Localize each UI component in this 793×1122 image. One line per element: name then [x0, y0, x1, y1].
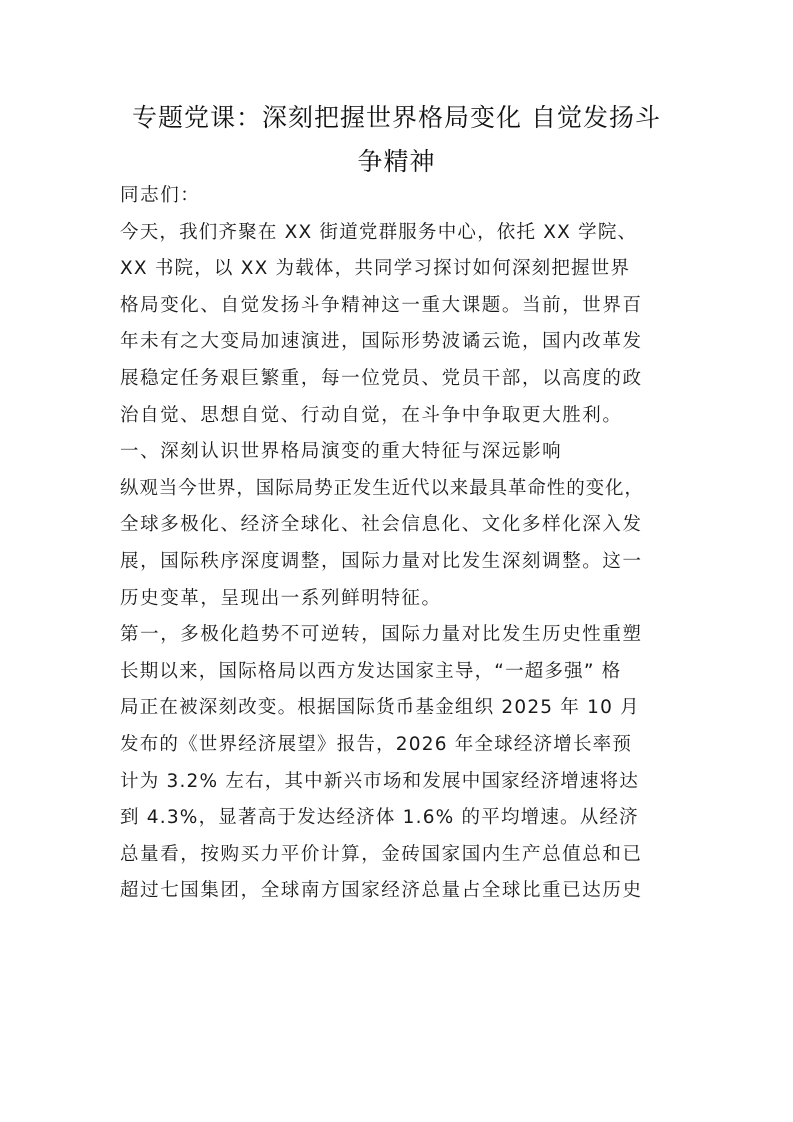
document-title — [100, 96, 693, 184]
body-line: 格局变化、自觉发扬斗争精神这一重大课题。当前，世界百 — [120, 294, 643, 316]
body-line: 计为 3.2% 左右，其中新兴市场和发展中国家经济增速将达 — [120, 770, 640, 792]
body-line: 历史变革，呈现出一系列鲜明特征。 — [120, 587, 442, 609]
body-line: 超过七国集团，全球南方国家经济总量占全球比重已达历史 — [120, 880, 643, 902]
body-line: 展稳定任务艰巨繁重，每一位党员、党员干部，以高度的政 — [120, 367, 643, 389]
section-heading: 一、深刻认识世界格局演变的重大特征与深远影响 — [120, 441, 563, 463]
body-line: 治自觉、思想自觉、行动自觉，在斗争中争取更大胜利。 — [120, 404, 623, 426]
body-line: XX 书院，以 XX 为载体，共同学习探讨如何深刻把握世界 — [120, 258, 631, 280]
body-line: 展，国际秩序深度调整，国际力量对比发生深刻调整。这一 — [120, 550, 643, 572]
document-body — [120, 178, 690, 910]
title-line: 专题党课：深刻把握世界格局变化 自觉发扬斗 — [132, 103, 661, 132]
body-line: 年未有之大变局加速演进，国际形势波谲云诡，国内改革发 — [120, 331, 643, 353]
body-line: 总量看，按购买力平价计算，金砖国家国内生产总值总和已 — [120, 843, 643, 865]
body-line: 第一，多极化趋势不可逆转，国际力量对比发生历史性重塑 — [120, 624, 643, 646]
body-line: 今天，我们齐聚在 XX 街道党群服务中心，依托 XX 学院、 — [120, 221, 638, 243]
body-line: 纵观当今世界，国际局势正发生近代以来最具革命性的变化， — [120, 477, 644, 499]
salutation: 同志们： — [120, 185, 201, 206]
body-line: 局正在被深刻改变。根据国际货币基金组织 2025 年 10 月 — [120, 697, 640, 719]
title-line: 争精神 — [357, 147, 436, 176]
body-line: 到 4.3%，显著高于发达经济体 1.6% 的平均增速。从经济 — [120, 807, 639, 829]
body-line: 发布的《世界经济展望》报告，2026 年全球经济增长率预 — [120, 733, 633, 755]
body-line: 全球多极化、经济全球化、社会信息化、文化多样化深入发 — [120, 514, 643, 536]
body-line: 长期以来，国际格局以西方发达国家主导，“一超多强” 格 — [120, 660, 622, 682]
